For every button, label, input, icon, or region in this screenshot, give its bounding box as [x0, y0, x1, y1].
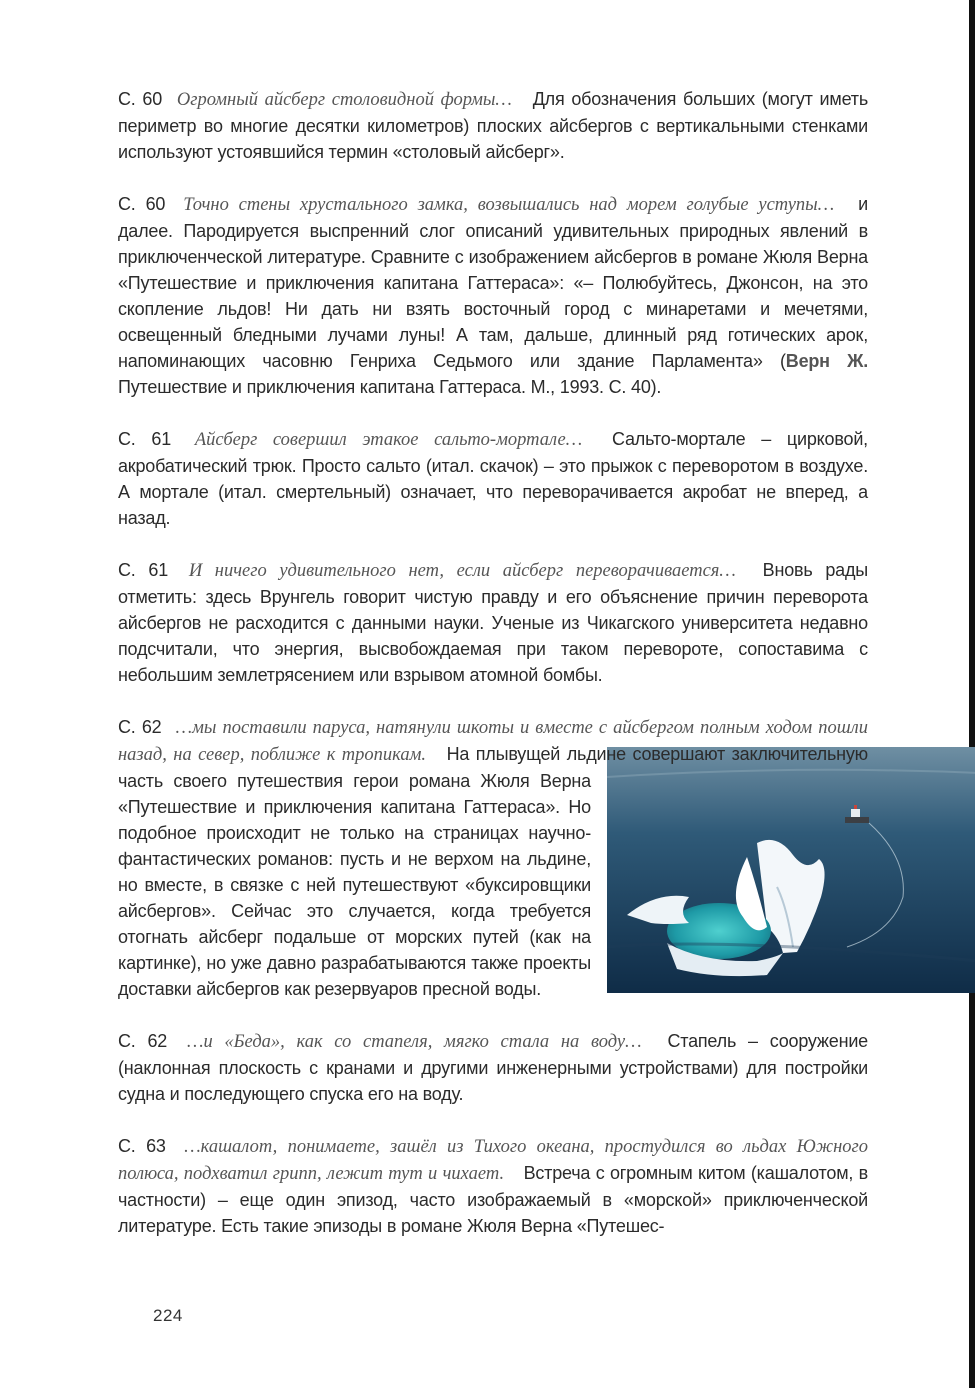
page-reference: С. 60: [118, 194, 166, 214]
note-salto-mortale: [118, 426, 868, 531]
note-sailing-iceberg: [118, 714, 868, 1002]
note-text: Стапель – сооружение (наклонная плоскость с кранами и другими инженерными устройствами) для постройки судна и последующего спуска его на воду.: [118, 1031, 868, 1104]
note-table-iceberg: [118, 86, 868, 165]
note-sperm-whale: [118, 1133, 868, 1239]
commentary-page: [118, 86, 868, 1265]
note-text: На плывущей льдине совершают заключительную часть своего путешествия герои романа Жюля Верна «Путешествие и приключения капитана Гаттераса». Но подобное происходит не только на страницах научно-фантастических романов: пусть и не верхом на льдине, но вместе, в связке с ней путешествуют «буксировщики айсбергов». Сейчас это случается, когда требуется отогнать айсберг подальше от морских путей (как на картинке), но уже давно разрабатываются также проекты доставки айсбергов как резервуаров пресной воды.: [118, 744, 868, 999]
quoted-passage: Огромный айсберг столовидной формы…: [176, 90, 512, 110]
note-text: Сальто-мортале – цирковой, акробатический трюк. Просто сальто (итал. скачок) – это прыжок с переворотом в воздухе. А мортале (итал. смертельный) означает, что переворачивается акробат не вперед, а назад.: [118, 429, 868, 528]
note-text-citation: Путешествие и приключения капитана Гаттераса. М., 1993. С. 40).: [118, 377, 662, 397]
page-reference: С. 63: [118, 1136, 166, 1156]
note-slipway: [118, 1028, 868, 1107]
page-reference: С. 61: [118, 560, 169, 580]
page-reference: С. 61: [118, 429, 172, 449]
page-reference: С. 62: [118, 717, 162, 737]
quoted-passage: Точно стены хрустального замка, возвышались над морем голубые уступы…: [183, 195, 835, 215]
iceberg-tow-photo: [607, 747, 975, 993]
iceberg-photo-illustration: [607, 747, 975, 993]
note-iceberg-flip: [118, 557, 868, 688]
note-text: Встреча с огромным китом (кашалотом, в частности) – еще один эпизод, часто изображаемый в «морской» приключенческой литературе. Есть такие эпизоды в романе Жюля Верна «Путешес-: [118, 1163, 868, 1236]
note-text: Для обозначения больших (могут иметь периметр во многие десятки километров) плоских айсбергов с вертикальными стенками используют устоявшийся термин «столовый айсберг».: [118, 89, 869, 162]
quoted-passage: …мы поставили паруса, натянули шкоты и вместе с айсбергом полным ходом пошли назад, на север, поближе к тропикам.: [118, 718, 868, 765]
page-number: 224: [153, 1306, 183, 1325]
cited-author: Верн Ж.: [785, 351, 869, 371]
page-reference: С. 60: [118, 89, 163, 109]
quoted-passage: …и «Беда», как со стапеля, мягко стала на воду…: [187, 1032, 642, 1052]
note-text: Вновь рады отметить: здесь Врунгель говорит чистую правду и его объяснение причин переворота айсбергов не расходится с данными науки. Ученые из Чикагского университета недавно подсчитали, что энергия, высвобождаемая при таком перевороте, сопоставима с небольшим землетрясением или взрывом атомной бомбы.: [118, 560, 868, 685]
page-reference: С. 62: [118, 1031, 168, 1051]
page-edge-shadow: [969, 0, 975, 1388]
quoted-passage: Айсберг совершил этакое сальто-мортале…: [194, 430, 583, 450]
note-text: и далее. Пародируется выспренний слог описаний удивительных природных явлений в приключенческой литературе. Сравните с изображением айсбергов в романе Жюля Верна «Путешествие и приключения капитана Гаттераса»: «– Полюбуйтесь, Джонсон, на это скопление льдов! Ни дать ни взять восточный город с минаретами и мечетями, освещенный бледными лучами луны! А там, дальше, длинный ряд готических арок, напоминающих часовню Генриха Седьмого или здание Парламента» (: [118, 194, 868, 371]
quoted-passage: …кашалот, понимаете, зашёл из Тихого океана, простудился во льдах Южного полюса, подхватил грипп, лежит тут и чихает.: [118, 1137, 868, 1184]
quoted-passage: И ничего удивительного нет, если айсберг переворачивается…: [188, 561, 736, 581]
note-crystal-castle: [118, 191, 868, 400]
